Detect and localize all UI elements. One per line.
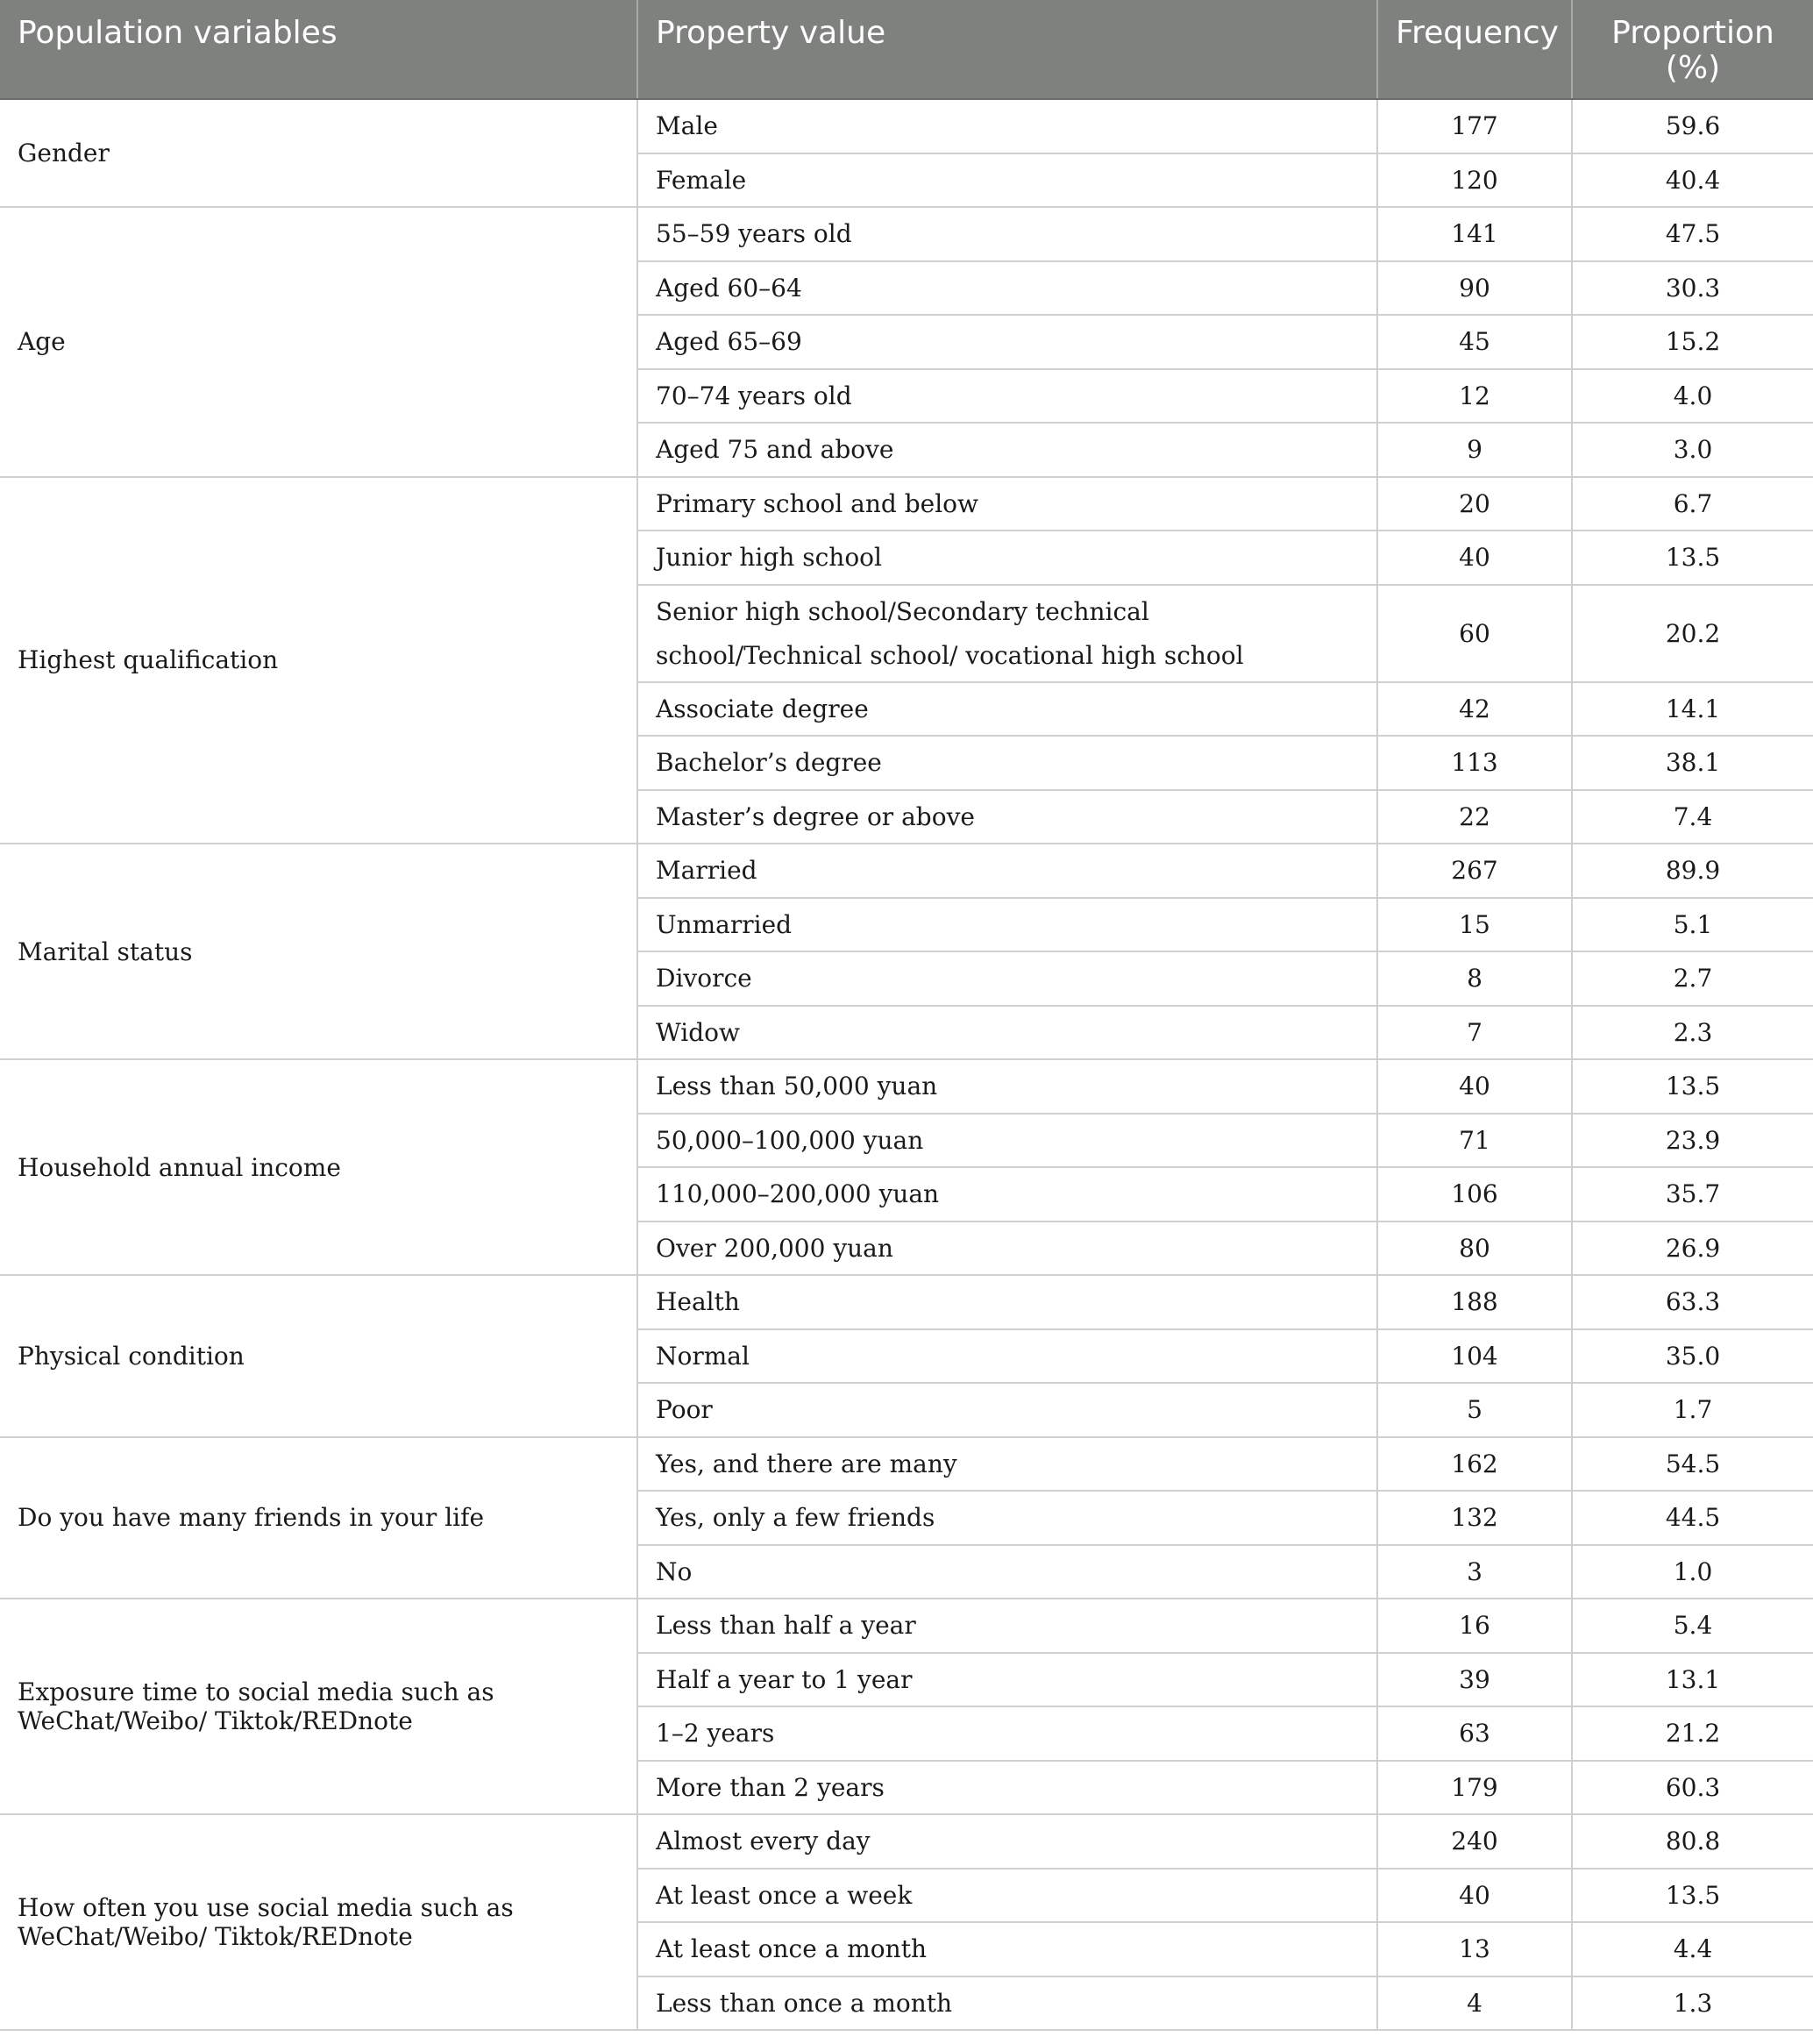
property-value-cell: At least once a month (637, 1922, 1377, 1976)
frequency-cell: 22 (1377, 790, 1572, 844)
property-value-cell: Aged 60–64 (637, 261, 1377, 316)
property-value-cell: Normal (637, 1329, 1377, 1384)
proportion-cell: 13.5 (1572, 1869, 1813, 1923)
property-value-cell: 70–74 years old (637, 369, 1377, 424)
proportion-cell: 59.6 (1572, 99, 1813, 153)
proportion-cell: 1.7 (1572, 1383, 1813, 1437)
property-value-cell: Poor (637, 1383, 1377, 1437)
proportion-cell: 63.3 (1572, 1275, 1813, 1329)
frequency-cell: 162 (1377, 1437, 1572, 1492)
property-value-cell: Less than 50,000 yuan (637, 1059, 1377, 1114)
property-value-cell: Senior high school/Secondary technical school/Technical school/ vocational high school (637, 585, 1377, 682)
property-value-cell: Less than once a month (637, 1976, 1377, 2031)
property-value-cell: Master’s degree or above (637, 790, 1377, 844)
proportion-cell: 38.1 (1572, 736, 1813, 790)
property-value-cell: More than 2 years (637, 1761, 1377, 1815)
header-property-value: Property value (637, 0, 1377, 99)
property-value-cell: Aged 75 and above (637, 423, 1377, 477)
property-value-cell: Health (637, 1275, 1377, 1329)
population-variable-cell: Household annual income (0, 1059, 637, 1275)
frequency-cell: 104 (1377, 1329, 1572, 1384)
property-value-cell: 55–59 years old (637, 207, 1377, 261)
table-row (0, 1437, 1813, 1492)
property-value-cell: At least once a week (637, 1869, 1377, 1923)
frequency-cell: 7 (1377, 1006, 1572, 1060)
proportion-cell: 4.4 (1572, 1922, 1813, 1976)
frequency-cell: 40 (1377, 531, 1572, 585)
proportion-cell: 47.5 (1572, 207, 1813, 261)
proportion-cell: 2.7 (1572, 951, 1813, 1006)
proportion-cell: 7.4 (1572, 790, 1813, 844)
proportion-cell: 5.4 (1572, 1599, 1813, 1653)
property-value-cell: Married (637, 844, 1377, 898)
frequency-cell: 20 (1377, 477, 1572, 531)
header-population-variables: Population variables (0, 0, 637, 99)
frequency-cell: 113 (1377, 736, 1572, 790)
table-header (0, 0, 1813, 99)
population-variable-cell: Highest qualification (0, 477, 637, 844)
table-row (0, 207, 1813, 261)
frequency-cell: 60 (1377, 585, 1572, 682)
proportion-cell: 5.1 (1572, 898, 1813, 952)
population-variable-cell: How often you use social media such as WeChat/Weibo/ Tiktok/REDnote (0, 1814, 637, 2030)
proportion-cell: 35.7 (1572, 1167, 1813, 1221)
frequency-cell: 80 (1377, 1221, 1572, 1276)
frequency-cell: 71 (1377, 1114, 1572, 1168)
population-variable-cell: Do you have many friends in your life (0, 1437, 637, 1599)
proportion-cell: 15.2 (1572, 315, 1813, 369)
proportion-cell: 30.3 (1572, 261, 1813, 316)
proportion-cell: 21.2 (1572, 1706, 1813, 1761)
frequency-cell: 132 (1377, 1491, 1572, 1545)
proportion-cell: 44.5 (1572, 1491, 1813, 1545)
property-value-cell: 50,000–100,000 yuan (637, 1114, 1377, 1168)
proportion-cell: 60.3 (1572, 1761, 1813, 1815)
frequency-cell: 5 (1377, 1383, 1572, 1437)
proportion-cell: 2.3 (1572, 1006, 1813, 1060)
frequency-cell: 15 (1377, 898, 1572, 952)
property-value-cell: Aged 65–69 (637, 315, 1377, 369)
property-value-cell: Bachelor’s degree (637, 736, 1377, 790)
frequency-cell: 177 (1377, 99, 1572, 153)
property-value-cell: Primary school and below (637, 477, 1377, 531)
frequency-cell: 9 (1377, 423, 1572, 477)
proportion-cell: 13.5 (1572, 531, 1813, 585)
frequency-cell: 90 (1377, 261, 1572, 316)
frequency-cell: 8 (1377, 951, 1572, 1006)
property-value-cell: Half a year to 1 year (637, 1653, 1377, 1707)
proportion-cell: 4.0 (1572, 369, 1813, 424)
population-variable-cell: Age (0, 207, 637, 477)
table-row (0, 477, 1813, 531)
property-value-cell: Associate degree (637, 682, 1377, 737)
table-row (0, 1275, 1813, 1329)
table-row (0, 1599, 1813, 1653)
proportion-cell: 6.7 (1572, 477, 1813, 531)
proportion-cell: 1.0 (1572, 1545, 1813, 1599)
property-value-cell: Yes, and there are many (637, 1437, 1377, 1492)
frequency-cell: 3 (1377, 1545, 1572, 1599)
frequency-cell: 267 (1377, 844, 1572, 898)
proportion-cell: 40.4 (1572, 153, 1813, 208)
property-value-cell: Less than half a year (637, 1599, 1377, 1653)
frequency-cell: 188 (1377, 1275, 1572, 1329)
property-value-cell: Almost every day (637, 1814, 1377, 1869)
table-row (0, 1814, 1813, 1869)
frequency-cell: 16 (1377, 1599, 1572, 1653)
proportion-cell: 26.9 (1572, 1221, 1813, 1276)
header-proportion: Proportion (%) (1572, 0, 1813, 99)
frequency-cell: 120 (1377, 153, 1572, 208)
frequency-cell: 12 (1377, 369, 1572, 424)
property-value-cell: Divorce (637, 951, 1377, 1006)
frequency-cell: 13 (1377, 1922, 1572, 1976)
table-body (0, 99, 1813, 2030)
property-value-cell: Widow (637, 1006, 1377, 1060)
table-row (0, 99, 1813, 153)
proportion-cell: 3.0 (1572, 423, 1813, 477)
property-value-cell: 110,000–200,000 yuan (637, 1167, 1377, 1221)
proportion-cell: 20.2 (1572, 585, 1813, 682)
frequency-cell: 179 (1377, 1761, 1572, 1815)
frequency-cell: 45 (1377, 315, 1572, 369)
frequency-cell: 106 (1377, 1167, 1572, 1221)
proportion-cell: 80.8 (1572, 1814, 1813, 1869)
proportion-cell: 89.9 (1572, 844, 1813, 898)
frequency-cell: 40 (1377, 1059, 1572, 1114)
property-value-cell: Yes, only a few friends (637, 1491, 1377, 1545)
table-row (0, 844, 1813, 898)
frequency-cell: 4 (1377, 1976, 1572, 2031)
property-value-cell: 1–2 years (637, 1706, 1377, 1761)
proportion-cell: 13.5 (1572, 1059, 1813, 1114)
property-value-cell: Female (637, 153, 1377, 208)
population-variable-cell: Physical condition (0, 1275, 637, 1437)
frequency-cell: 42 (1377, 682, 1572, 737)
property-value-cell: No (637, 1545, 1377, 1599)
population-variable-cell: Gender (0, 99, 637, 207)
proportion-cell: 35.0 (1572, 1329, 1813, 1384)
proportion-cell: 23.9 (1572, 1114, 1813, 1168)
header-row (0, 0, 1813, 99)
table-row (0, 1059, 1813, 1114)
frequency-cell: 39 (1377, 1653, 1572, 1707)
frequency-cell: 40 (1377, 1869, 1572, 1923)
property-value-cell: Over 200,000 yuan (637, 1221, 1377, 1276)
property-value-cell: Junior high school (637, 531, 1377, 585)
proportion-cell: 1.3 (1572, 1976, 1813, 2031)
property-value-cell: Male (637, 99, 1377, 153)
frequency-cell: 240 (1377, 1814, 1572, 1869)
frequency-cell: 141 (1377, 207, 1572, 261)
header-frequency: Frequency (1377, 0, 1572, 99)
proportion-cell: 13.1 (1572, 1653, 1813, 1707)
proportion-cell: 14.1 (1572, 682, 1813, 737)
population-variable-cell: Exposure time to social media such as WeChat/Weibo/ Tiktok/REDnote (0, 1599, 637, 1814)
proportion-cell: 54.5 (1572, 1437, 1813, 1492)
property-value-cell: Unmarried (637, 898, 1377, 952)
frequency-cell: 63 (1377, 1706, 1572, 1761)
population-variable-cell: Marital status (0, 844, 637, 1059)
